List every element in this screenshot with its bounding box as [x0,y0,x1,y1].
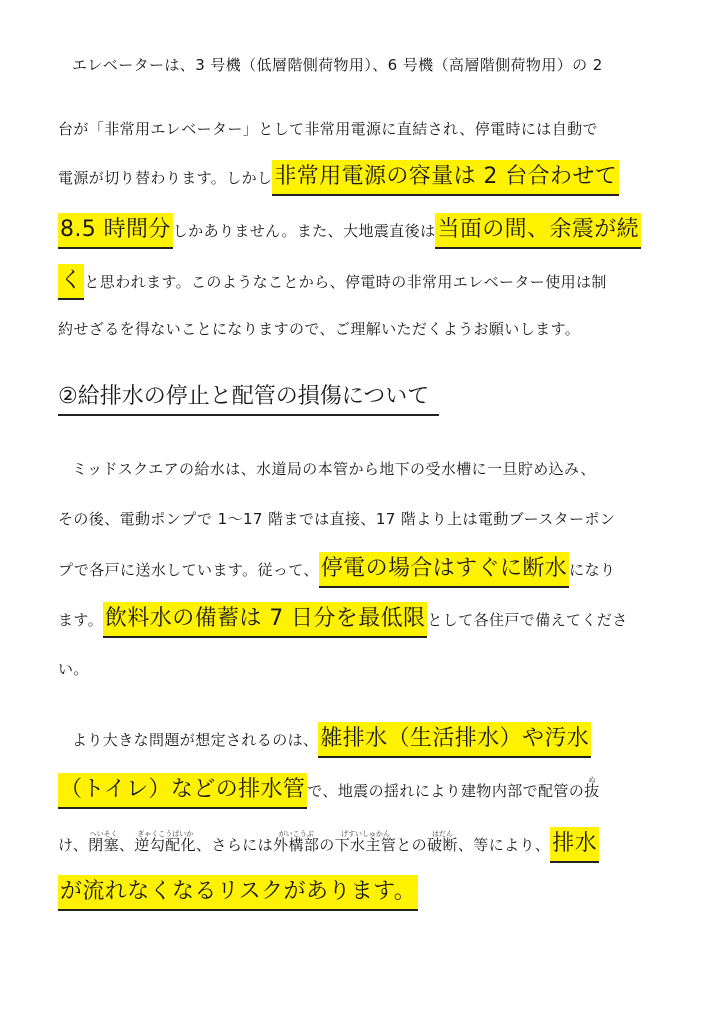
p2-line-1 [72,452,596,486]
p2-line-5 [58,652,89,686]
text: 閉塞 [88,836,120,854]
text: 破断 [427,836,458,854]
text: で、地震の揺れにより建物内部で配管の [307,782,585,800]
text: その後、電動ポンプで 1〜17 階までは直接、17 階より上は電動ブースターポン [58,510,616,528]
p3-line-4 [58,875,418,911]
p3-line-2 [58,773,600,809]
ruby-word [134,828,196,862]
text: け、 [58,836,89,854]
highlighted-text: 当面の間、余震が続 [435,213,641,249]
highlighted-text: 排水 [550,827,599,863]
text: との [396,836,428,854]
p3-line-3 [58,827,599,863]
text: い。 [58,660,89,678]
p1-line-1 [72,48,603,82]
text: しかありません。また、大地震直後は [172,222,436,240]
text: として各住戸で備えてくださ [427,611,628,629]
p1-line-2 [58,112,598,146]
text: 抜 [584,782,600,800]
highlighted-text: （トイレ）などの排水管 [58,773,307,809]
highlighted-text: が流れなくなるリスクがあります。 [58,875,418,911]
p1-line-4 [58,213,641,249]
text: プで各戸に送水しています。従って、 [58,561,319,579]
section-heading: ②給排水の停止と配管の損傷について [58,380,439,416]
ruby-word [335,828,397,862]
p1-line-5 [58,264,607,300]
text: 、 [119,836,135,854]
ruby-reading: がいこうぶ [278,830,314,838]
p1-line-3 [58,160,619,196]
ruby-word [88,828,119,862]
p1-line-6 [58,312,580,346]
text: 下水主管 [334,836,397,854]
text: 、さらには [196,836,274,854]
text: の [319,836,335,854]
ruby-reading: げすいしゅかん [340,830,390,838]
text: ミッドスクエアの給水は、水道局の本管から地下の受水槽に一旦貯め込み、 [72,460,596,478]
ruby-reading: ぬ [588,776,596,784]
text: 外構部 [273,836,320,854]
p3-line-1 [72,722,591,758]
text: ます。 [58,611,104,629]
text: エレベーターは、3 号機（低層階側荷物用）、6 号機（高層階側荷物用）の 2 [72,56,603,74]
text: と思われます。このようなことから、停電時の非常用エレベーター使用は制 [84,273,607,291]
text: 台が「非常用エレベーター」として非常用電源に直結され、停電時には自動で [58,120,598,138]
text: になり [569,561,616,579]
ruby-reading: へいそく [89,830,118,838]
text: より大きな問題が想定されるのは、 [72,731,319,749]
p2-line-2 [58,502,615,536]
ruby-reading: はだん [431,830,453,838]
ruby-word [273,828,319,862]
text: 電源が切り替わります。しかし [58,169,273,187]
p2-line-3 [58,552,615,588]
highlighted-text: 雑排水（生活排水）や汚水 [318,722,591,758]
highlighted-text: 停電の場合はすぐに断水 [319,552,569,588]
highlighted-text: 非常用電源の容量は 2 台合わせて [272,160,619,196]
p2-line-4 [58,602,628,638]
ruby-reading: ぎゃくこうばいか [137,830,194,838]
ruby-word [427,828,458,862]
highlighted-text: 飲料水の備蓄は 7 日分を最低限 [103,602,427,638]
ruby-word [584,774,599,808]
text: 逆勾配化 [134,836,197,854]
highlighted-text: 8.5 時間分 [58,213,173,249]
highlighted-text: く [58,264,84,300]
text: 、等により、 [457,836,551,854]
text: 約せざるを得ないことになりますので、ご理解いただくようお願いします。 [58,320,581,338]
